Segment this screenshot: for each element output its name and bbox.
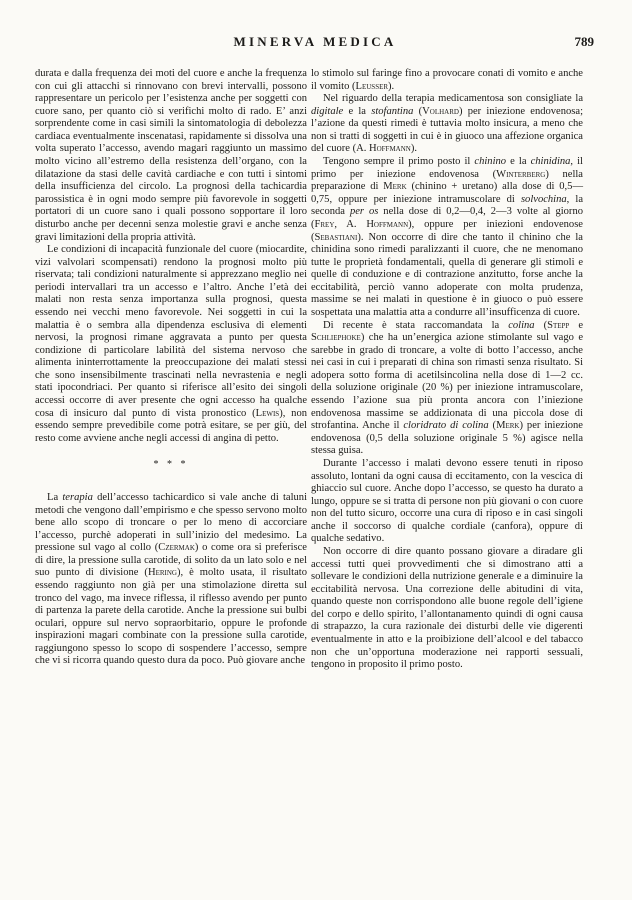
text-run: ). Non occorre di dire che tanto il chinino che la chinidina sono rimedi paralizzanti il cuore, che ne menomano tutte le proprietà fondamentali, quella di generare gli stimoli e quelle di conduzione e di contrazione anzitutto, forse anche la eccitabilità, perciò vanno adoperate con molta prudenza, massime se nei malati in questione è in giuoco o può essere sospettata una malattia atta a condurre all’insufficenza di cuore.	[311, 231, 583, 318]
right-column	[311, 68, 583, 672]
text-run: Di recente è stata raccomandata la	[323, 319, 509, 331]
text-run: lo stimolo sul faringe fino a provocare conati di vomito e anche il vomito (	[311, 68, 583, 92]
text-run: (	[413, 105, 423, 117]
text-run: ), è molto usata, il risultato essendo raggiunto non già per una stimolazione diretta sul tronco del vago, ma invece riflessa, il riflesso avendo per punto di partenza la parete della carotide. Anche la pressione sui bulbi oculari, oppure sul nervo sopraorbitario, oppure le profonde inspirazioni magari combinate con la pressione sulla carotide, raggiungono spesso lo scopo di sospendere l’accesso, sempre che vi si ricorra quando questo dura da poco. Può giovare anche	[35, 567, 308, 667]
paragraph	[311, 156, 583, 320]
author-name: Leusser	[355, 80, 389, 92]
italic-term: solvochina	[520, 193, 567, 205]
author-name: Hoffmann	[368, 143, 411, 155]
author-name: Merk	[383, 181, 407, 193]
left-column	[35, 68, 307, 668]
paragraph	[35, 244, 307, 445]
italic-term: stofantina	[371, 105, 414, 117]
paragraph	[311, 546, 583, 672]
author-name: Stepp	[547, 319, 570, 331]
text-run: durata e dalla frequenza dei moti del cuore e anche la frequenza con cui gli attacchi si rinnovano con brevi intervalli, possono rappresentare un pericolo per l’esistenza anche per soggetti con cuore sano, per quanto ciò si verifichi molto di rado. E’ anzi sorprendente come in casi simili la sintomatologia di debolezza cardiaca eventualmente inscenatasi, rapidamente si dissolva una volta superato l’accesso, avendo magari raggiunto un massimo molto vicino all’estremo della resistenza dell’organo, con la dilatazione da stasi delle cavità cardiache e con tutti i sintomi della insufficienza del circolo. La prognosi della tachicardia parossistica è in ogni modo sempre più favorevole in soggetti portatori di un cuore sano i quali possono sopportare il loro disturbo anche per decenni senza molestie gravi e anche senza gravi limitazioni della propria attività.	[35, 68, 307, 243]
text-run: ) che ha un’energica azione stimolante sul vago e sarebbe in grado di troncare, a volte di botto l’accesso, anche nei casi in cui i preparati di china son rimasti senza risultato. Si adopera sotto forma di acetilsincolina nella dose di 1—2 cc. della soluzione originale (20 %) per iniezione intramuscolare, essendo l’azione sua più pronta ancora con l’iniezione endovenosa massime se addizionata di una piccola dose di strofantina. Anche il	[311, 332, 583, 432]
text-run: ), oppure per iniezioni endovenose (	[311, 218, 583, 243]
italic-term: chinino	[474, 156, 507, 168]
paragraph	[311, 68, 583, 93]
page-header	[36, 34, 594, 56]
paragraph	[35, 492, 307, 668]
text-run: e	[569, 319, 583, 331]
italic-term: per os	[349, 206, 379, 218]
paragraph	[35, 68, 307, 244]
italic-term: terapia	[62, 491, 93, 503]
text-run: , A.	[334, 218, 367, 230]
author-name: Winterberg	[496, 168, 546, 180]
text-run: Tengono sempre il primo posto il	[323, 156, 475, 168]
text-run: Le condizioni di incapacità funzionale del cuore (miocardite, vizi valvolari scompensati) rendono la prognosi molto più riservata; tali condizioni naturalmente si apprezzano meglio nei periodi intervallari tra un accesso e l’altro. Anche l’età dei malati non resta senza importanza sulla prognosi, questa essendo nei vecchi meno favorevole. Nei soggetti in cui la malattia è o sembra alla dipendenza esclusiva di elementi nervosi, la prognosi rimane aggravata a punto per questa condizione di particolare labilità del sistema nervoso che alimenta ininterrottamente la preoccupazione dei malati stessi che sono insensibilmente trascinati nella nevrastenia e negli stati ipocondriaci. Per quanto si riferisce all’esito dei singoli accessi occorre di aver presente che ogni accesso ha qualche cosa di insicuro dal punto di vista pronostico (	[35, 244, 307, 419]
author-name: Frey	[314, 218, 335, 230]
paragraph	[311, 458, 583, 546]
text-run: ).	[410, 143, 417, 155]
page-number: 789	[574, 34, 594, 49]
text-run: e la	[343, 105, 372, 117]
author-name: Schliephoke	[311, 332, 361, 344]
italic-term: digitale	[311, 105, 344, 117]
text-run: ).	[388, 80, 395, 92]
running-head: MINERVA MEDICA	[233, 34, 397, 49]
section-separator: * * *	[153, 459, 189, 471]
text-run: ) per iniezione endovenosa (0,5 della soluzione originale 5 %) agisce nella stessa guisa.	[311, 420, 583, 457]
text-run: ) nella preparazione di	[311, 168, 583, 193]
text-run: nella dose di 0,2—0,4, 2—3 volte al giorno (	[311, 206, 583, 230]
author-name: Czermak	[158, 542, 195, 554]
text-run: ) o come ora si preferisce di dire, la pressione sulla carotide, di solito da un lato solo e nel suo punto di divisione (	[35, 542, 307, 579]
italic-term: cloridrato di colina	[403, 420, 489, 432]
paragraph	[311, 320, 583, 458]
text-run: La	[47, 491, 63, 503]
text-run: Durante l’accesso i malati devono essere tenuti in riposo assoluto, lontani da ogni causa di eccitamento, con la vescica di ghiaccio sul cuore. Anche dopo l’accesso, se questo ha durato a lungo, oppure se si tratta di persone non più giovani o con cuore non del tutto sicuro, occorre una cura di riposo e in casi singoli anche il soccorso di qualche cordiale (canfora), oppure di qualche sedativo.	[311, 457, 583, 545]
text-run: , il primo per iniezione endovenosa (	[311, 156, 583, 180]
text-run: dell’accesso tachicardico si vale anche di taluni metodi che vengono dall’empirismo e che spesso servono molto bene allo scopo di troncare o per lo meno di accorciare l’accesso, purchè adoperati in sull’inizio del medesimo. La pressione sul vago al collo (	[35, 491, 308, 554]
text-run: Nel riguardo della terapia medicamentosa son consigliate la	[323, 93, 583, 105]
author-name: Lewis	[255, 407, 280, 419]
text-run: (	[534, 319, 548, 331]
italic-term: chinidina	[530, 156, 571, 168]
text-run: e la	[506, 156, 531, 168]
author-name: Volhard	[422, 105, 459, 117]
text-run: ) per iniezione endovenosa; l’azione da questi rimedi è tuttavia molto insicura, a meno che non si tratti di soggetti in cui è in giuoco una affezione organica del cuore (A.	[311, 105, 584, 155]
text-run: , la seconda	[311, 193, 583, 218]
text-run: Non occorre di dire quanto possano giovare a diradare gli accessi tutti quei provvedimenti che si dimostrano atti a sollevare le condizioni della nutrizione generale e a diminuire la eccitabilità nervosa. Una correzione delle abitudini di vita, quando queste non corrispondono alle buone regole dell’igiene del corpo e dello spirito, l’allontanamento quindi di ogni causa di strapazzo, la cura razionale dei disturbi delle vie digerenti eventualmente in atto e la proibizione dell’alcool e del tabacco non che un’opportuna moderazione nei rapporti sessuali, tengono in proposito il primo posto.	[311, 545, 583, 671]
author-name: Hering	[147, 567, 177, 579]
author-name: Merk	[496, 420, 520, 432]
author-name: Hoffmann	[366, 218, 409, 230]
italic-term: colina	[508, 319, 535, 331]
author-name: Sebastiani	[314, 231, 358, 243]
paragraph	[311, 93, 583, 156]
text-run: ), non essendo sempre prevedibile come potrà esitare, se per giù, del resto come avviene anche negli accessi di angina di petto.	[35, 407, 308, 444]
text-run: (	[488, 420, 497, 432]
text-run: (chinino + uretano) alla dose di 0,5—0,75, oppure per iniezione intramuscolare di	[311, 181, 583, 205]
